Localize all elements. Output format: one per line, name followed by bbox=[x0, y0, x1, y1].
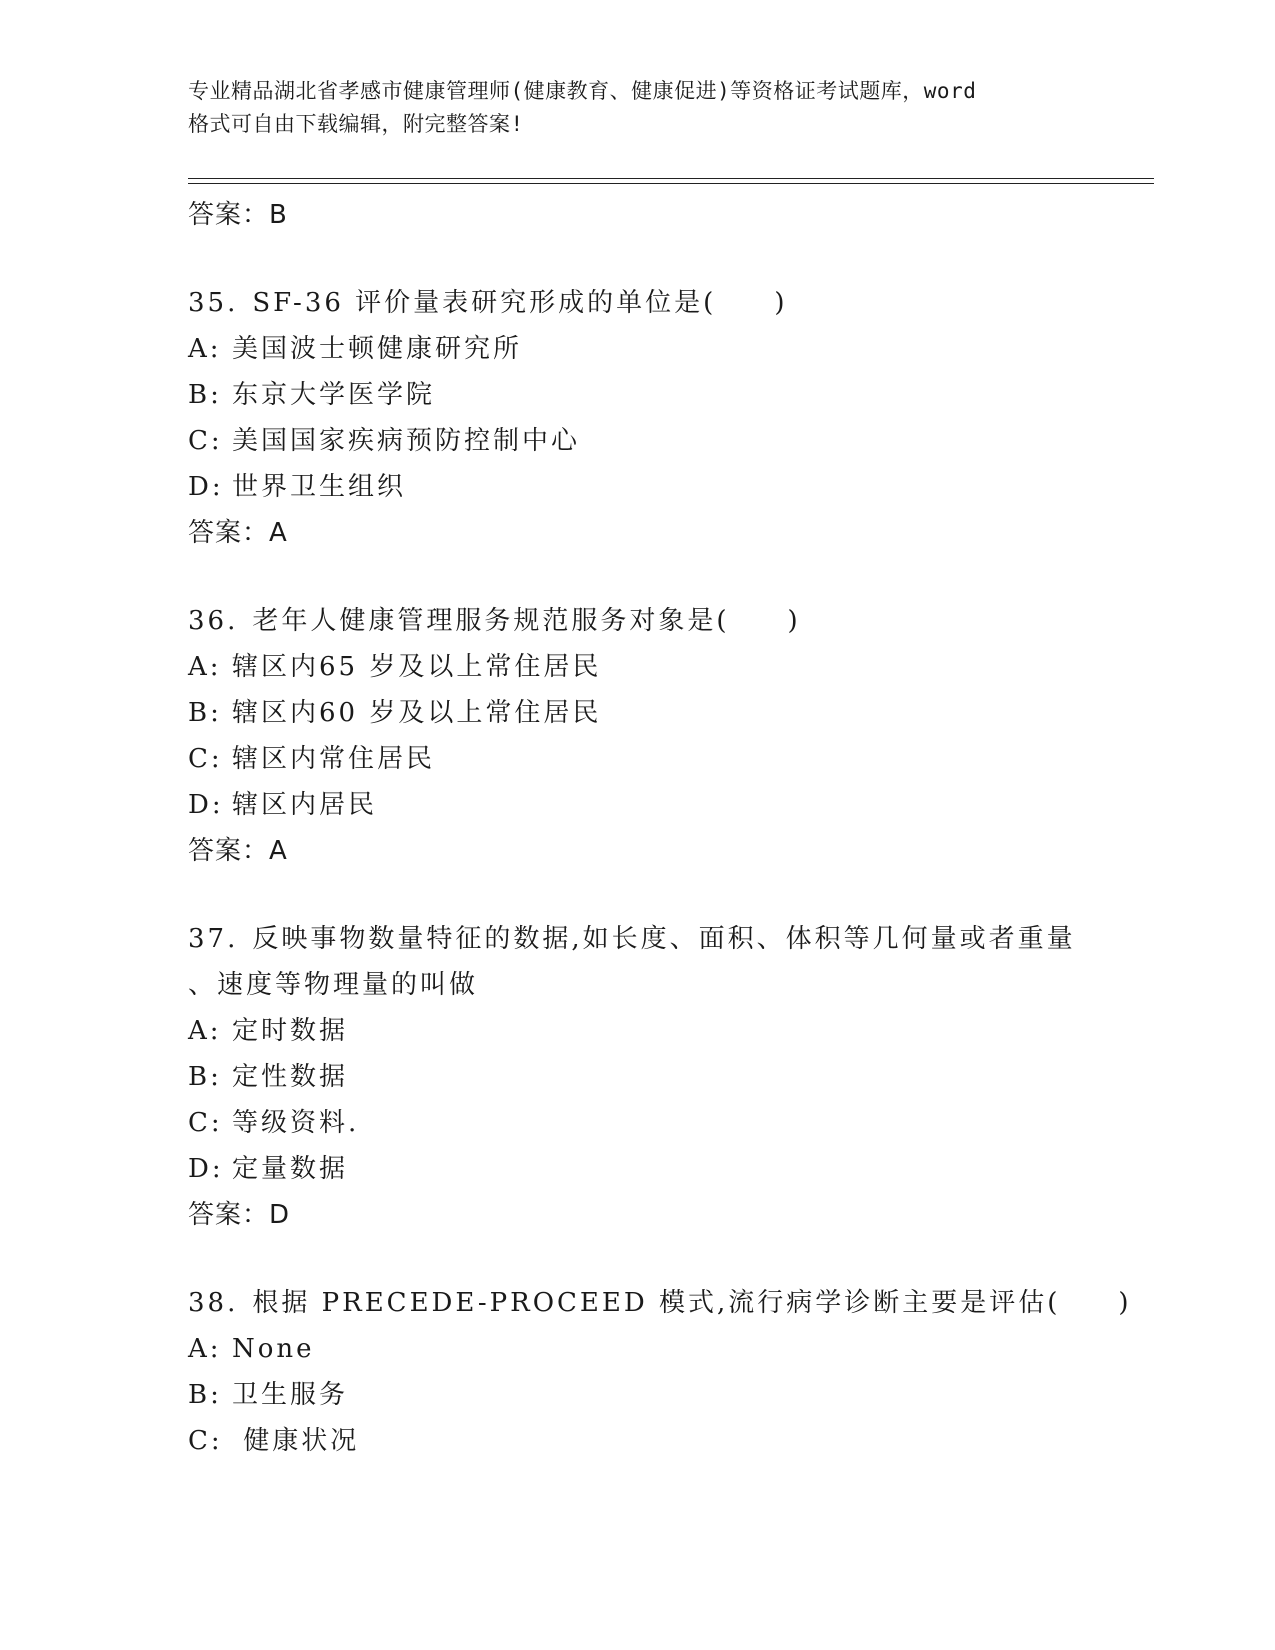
option-text: 辖区内60 岁及以上常住居民 bbox=[232, 698, 602, 728]
option-a bbox=[188, 644, 1154, 690]
option-text: 美国波士顿健康研究所 bbox=[232, 334, 523, 364]
question-stem bbox=[188, 598, 1154, 644]
option-label: D: bbox=[188, 1154, 224, 1184]
option-a bbox=[188, 1008, 1154, 1054]
option-label: A: bbox=[188, 652, 222, 682]
answer: 答案：A bbox=[188, 518, 288, 548]
question-37 bbox=[188, 916, 1154, 1238]
question-text: 根据 PRECEDE-PROCEED 模式,流行病学诊断主要是评估( ) bbox=[252, 1288, 1132, 1318]
option-text: 辖区内65 岁及以上常住居民 bbox=[232, 652, 602, 682]
option-label: A: bbox=[188, 334, 222, 364]
question-stem bbox=[188, 1280, 1154, 1326]
option-text: 东京大学医学院 bbox=[232, 380, 436, 410]
option-text: 世界卫生组织 bbox=[232, 472, 407, 502]
option-label: B: bbox=[188, 1380, 222, 1410]
option-b bbox=[188, 1372, 1154, 1418]
option-a bbox=[188, 326, 1154, 372]
option-text: 卫生服务 bbox=[232, 1380, 349, 1410]
option-d bbox=[188, 464, 1154, 510]
header-rule-bottom bbox=[188, 183, 1154, 184]
question-number: 37. bbox=[188, 924, 239, 954]
question-number: 36. bbox=[188, 606, 239, 636]
option-b bbox=[188, 372, 1154, 418]
option-text: 美国国家疾病预防控制中心 bbox=[232, 426, 581, 456]
option-text: 健康状况 bbox=[232, 1426, 360, 1456]
question-stem bbox=[188, 280, 1154, 326]
option-c bbox=[188, 1418, 1154, 1464]
option-text: 定性数据 bbox=[232, 1062, 349, 1092]
option-d bbox=[188, 1146, 1154, 1192]
option-c bbox=[188, 736, 1154, 782]
option-text: 定量数据 bbox=[232, 1154, 349, 1184]
option-d bbox=[188, 782, 1154, 828]
header-line-2: 格式可自由下载编辑，附完整答案! bbox=[188, 112, 524, 136]
option-text: 辖区内常住居民 bbox=[232, 744, 436, 774]
option-label: C: bbox=[188, 744, 223, 774]
header-line-1: 专业精品湖北省孝感市健康管理师(健康教育、健康促进)等资格证考试题库，word bbox=[188, 79, 977, 103]
question-38 bbox=[188, 1280, 1154, 1464]
question-list bbox=[188, 192, 1154, 1464]
option-text: 定时数据 bbox=[232, 1016, 349, 1046]
question-number: 38. bbox=[188, 1288, 239, 1318]
header-rule-top bbox=[188, 178, 1154, 179]
option-text: 等级资料. bbox=[232, 1108, 360, 1138]
answer: 答案：D bbox=[188, 1200, 291, 1230]
option-text: None bbox=[232, 1334, 315, 1364]
option-label: B: bbox=[188, 380, 222, 410]
question-36 bbox=[188, 598, 1154, 874]
option-label: A: bbox=[188, 1016, 222, 1046]
document-header bbox=[188, 75, 1088, 141]
option-label: C: bbox=[188, 1108, 223, 1138]
question-text: SF-36 评价量表研究形成的单位是( ) bbox=[252, 288, 788, 318]
option-label: D: bbox=[188, 472, 224, 502]
answer: 答案：A bbox=[188, 836, 288, 866]
option-b bbox=[188, 1054, 1154, 1100]
question-35 bbox=[188, 280, 1154, 556]
question-number: 35. bbox=[188, 288, 239, 318]
previous-answer: 答案：B bbox=[188, 200, 288, 230]
option-label: C: bbox=[188, 1426, 223, 1456]
question-text: 反映事物数量特征的数据,如长度、面积、体积等几何量或者重量 bbox=[252, 924, 1076, 954]
option-label: B: bbox=[188, 698, 222, 728]
option-text: 辖区内居民 bbox=[232, 790, 378, 820]
question-stem-continued: 、速度等物理量的叫做 bbox=[188, 970, 479, 1000]
option-label: B: bbox=[188, 1062, 222, 1092]
option-b bbox=[188, 690, 1154, 736]
option-label: C: bbox=[188, 426, 223, 456]
option-c bbox=[188, 418, 1154, 464]
option-a bbox=[188, 1326, 1154, 1372]
question-stem bbox=[188, 916, 1154, 962]
option-c bbox=[188, 1100, 1154, 1146]
option-label: A: bbox=[188, 1334, 222, 1364]
question-text: 老年人健康管理服务规范服务对象是( ) bbox=[252, 606, 801, 636]
option-label: D: bbox=[188, 790, 224, 820]
